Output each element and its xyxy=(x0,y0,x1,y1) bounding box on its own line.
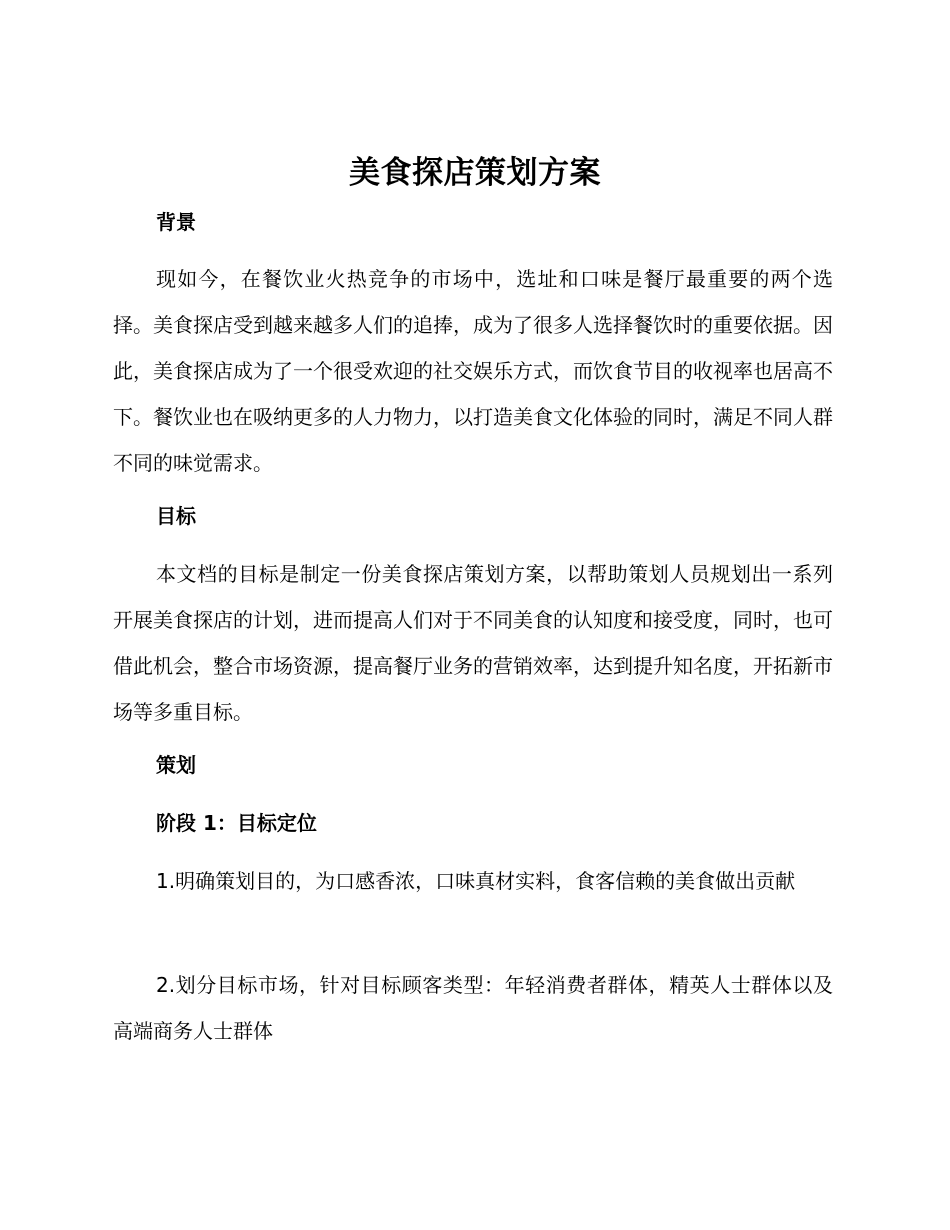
background-paragraph: 现如今，在餐饮业火热竞争的市场中，选址和口味是餐厅最重要的两个选择。美食探店受到越来越多人们的追捧，成为了很多人选择餐饮时的重要依据。因此，美食探店成为了一个很受欢迎的社交娱乐方式，而饮食节目的收视率也居高不下。餐饮业也在吸纳更多的人力物力，以打造美食文化体验的同时，满足不同人群不同的味觉需求。 xyxy=(113,267,833,475)
phase1-heading: 阶段 1：目标定位 xyxy=(156,811,317,835)
goal-paragraph: 本文档的目标是制定一份美食探店策划方案，以帮助策划人员规划出一系列开展美食探店的计划，进而提高人们对于不同美食的认知度和接受度，同时，也可借此机会，整合市场资源，提高餐厅业务的营销效率，达到提升知名度，开拓新市场等多重目标。 xyxy=(113,562,833,724)
phase1-item-2: 2.划分目标市场，针对目标顾客类型：年轻消费者群体，精英人士群体以及高端商务人士群体 xyxy=(113,973,833,1043)
section-heading-goal: 目标 xyxy=(156,504,196,528)
phase1-item-1: 1.明确策划目的，为口感香浓，口味真材实料，食客信赖的美食做出贡献 xyxy=(156,869,796,893)
document-title: 美食探店策划方案 xyxy=(349,155,601,191)
section-heading-plan: 策划 xyxy=(156,753,196,777)
section-heading-background: 背景 xyxy=(156,210,196,234)
